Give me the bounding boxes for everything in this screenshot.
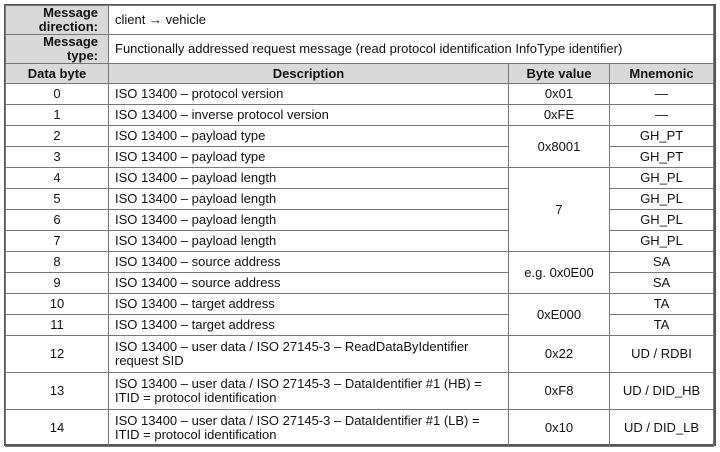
data-byte-cell: 9 bbox=[6, 273, 109, 294]
col-header-mnemonic: Mnemonic bbox=[610, 64, 714, 84]
byte-value-cell: 0xF8 bbox=[509, 373, 610, 410]
data-byte-cell: 4 bbox=[6, 168, 109, 189]
mnemonic-cell: SA bbox=[610, 273, 714, 294]
message-direction-label: Message direction: bbox=[6, 6, 109, 35]
table-row bbox=[6, 373, 714, 410]
data-byte-cell: 2 bbox=[6, 126, 109, 147]
mnemonic-cell: — bbox=[610, 84, 714, 105]
description-cell: ISO 13400 – payload length bbox=[109, 189, 509, 210]
description-cell: ISO 13400 – user data / ISO 27145-3 – DataIdentifier #1 (HB) = ITID = protocol identification bbox=[109, 373, 509, 410]
mnemonic-cell: GH_PL bbox=[610, 168, 714, 189]
mnemonic-cell: UD / DID_LB bbox=[610, 410, 714, 447]
description-cell: ISO 13400 – payload length bbox=[109, 210, 509, 231]
description-cell: ISO 13400 – payload type bbox=[109, 147, 509, 168]
data-byte-cell: 6 bbox=[6, 210, 109, 231]
byte-value-cell: 0x8001 bbox=[509, 126, 610, 168]
byte-value-cell: 0xFE bbox=[509, 105, 610, 126]
message-type-value: Functionally addressed request message (read protocol identification InfoType identifier) bbox=[109, 35, 714, 64]
description-cell: ISO 13400 – target address bbox=[109, 315, 509, 336]
data-byte-cell: 10 bbox=[6, 294, 109, 315]
mnemonic-cell: TA bbox=[610, 315, 714, 336]
table-row bbox=[6, 105, 714, 126]
mnemonic-cell: SA bbox=[610, 252, 714, 273]
description-cell: ISO 13400 – target address bbox=[109, 294, 509, 315]
description-cell: ISO 13400 – protocol version bbox=[109, 84, 509, 105]
mnemonic-cell: GH_PL bbox=[610, 210, 714, 231]
data-byte-cell: 8 bbox=[6, 252, 109, 273]
data-byte-cell: 0 bbox=[6, 84, 109, 105]
mnemonic-cell: GH_PT bbox=[610, 147, 714, 168]
mnemonic-cell: GH_PL bbox=[610, 231, 714, 252]
table-row bbox=[6, 168, 714, 189]
data-byte-cell: 12 bbox=[6, 336, 109, 373]
description-cell: ISO 13400 – source address bbox=[109, 252, 509, 273]
description-cell: ISO 13400 – payload length bbox=[109, 168, 509, 189]
byte-value-cell: 0x22 bbox=[509, 336, 610, 373]
data-byte-cell: 1 bbox=[6, 105, 109, 126]
data-byte-cell: 13 bbox=[6, 373, 109, 410]
data-byte-cell: 5 bbox=[6, 189, 109, 210]
mnemonic-cell: GH_PT bbox=[610, 126, 714, 147]
table-row bbox=[6, 410, 714, 447]
table-row bbox=[6, 126, 714, 147]
col-header-description: Description bbox=[109, 64, 509, 84]
message-type-label: Message type: bbox=[6, 35, 109, 64]
message-table bbox=[5, 5, 714, 447]
byte-value-cell: 0x10 bbox=[509, 410, 610, 447]
col-header-data-byte: Data byte bbox=[6, 64, 109, 84]
mnemonic-cell: TA bbox=[610, 294, 714, 315]
table-row bbox=[6, 336, 714, 373]
data-byte-cell: 14 bbox=[6, 410, 109, 447]
table-row bbox=[6, 294, 714, 315]
description-cell: ISO 13400 – payload length bbox=[109, 231, 509, 252]
description-cell: ISO 13400 – payload type bbox=[109, 126, 509, 147]
message-direction-value: client → vehicle bbox=[109, 6, 714, 35]
mnemonic-cell: GH_PL bbox=[610, 189, 714, 210]
mnemonic-cell: UD / DID_HB bbox=[610, 373, 714, 410]
description-cell: ISO 13400 – user data / ISO 27145-3 – ReadDataByIdentifier request SID bbox=[109, 336, 509, 373]
table-row bbox=[6, 252, 714, 273]
mnemonic-cell: UD / RDBI bbox=[610, 336, 714, 373]
data-byte-cell: 11 bbox=[6, 315, 109, 336]
table-row bbox=[6, 84, 714, 105]
data-byte-cell: 3 bbox=[6, 147, 109, 168]
data-byte-cell: 7 bbox=[6, 231, 109, 252]
byte-value-cell: 7 bbox=[509, 168, 610, 252]
mnemonic-cell: — bbox=[610, 105, 714, 126]
description-cell: ISO 13400 – source address bbox=[109, 273, 509, 294]
byte-value-cell: 0x01 bbox=[509, 84, 610, 105]
description-cell: ISO 13400 – inverse protocol version bbox=[109, 105, 509, 126]
description-cell: ISO 13400 – user data / ISO 27145-3 – DataIdentifier #1 (LB) = ITID = protocol identification bbox=[109, 410, 509, 447]
byte-value-cell: 0xE000 bbox=[509, 294, 610, 336]
byte-value-cell: e.g. 0x0E00 bbox=[509, 252, 610, 294]
col-header-byte-value: Byte value bbox=[509, 64, 610, 84]
